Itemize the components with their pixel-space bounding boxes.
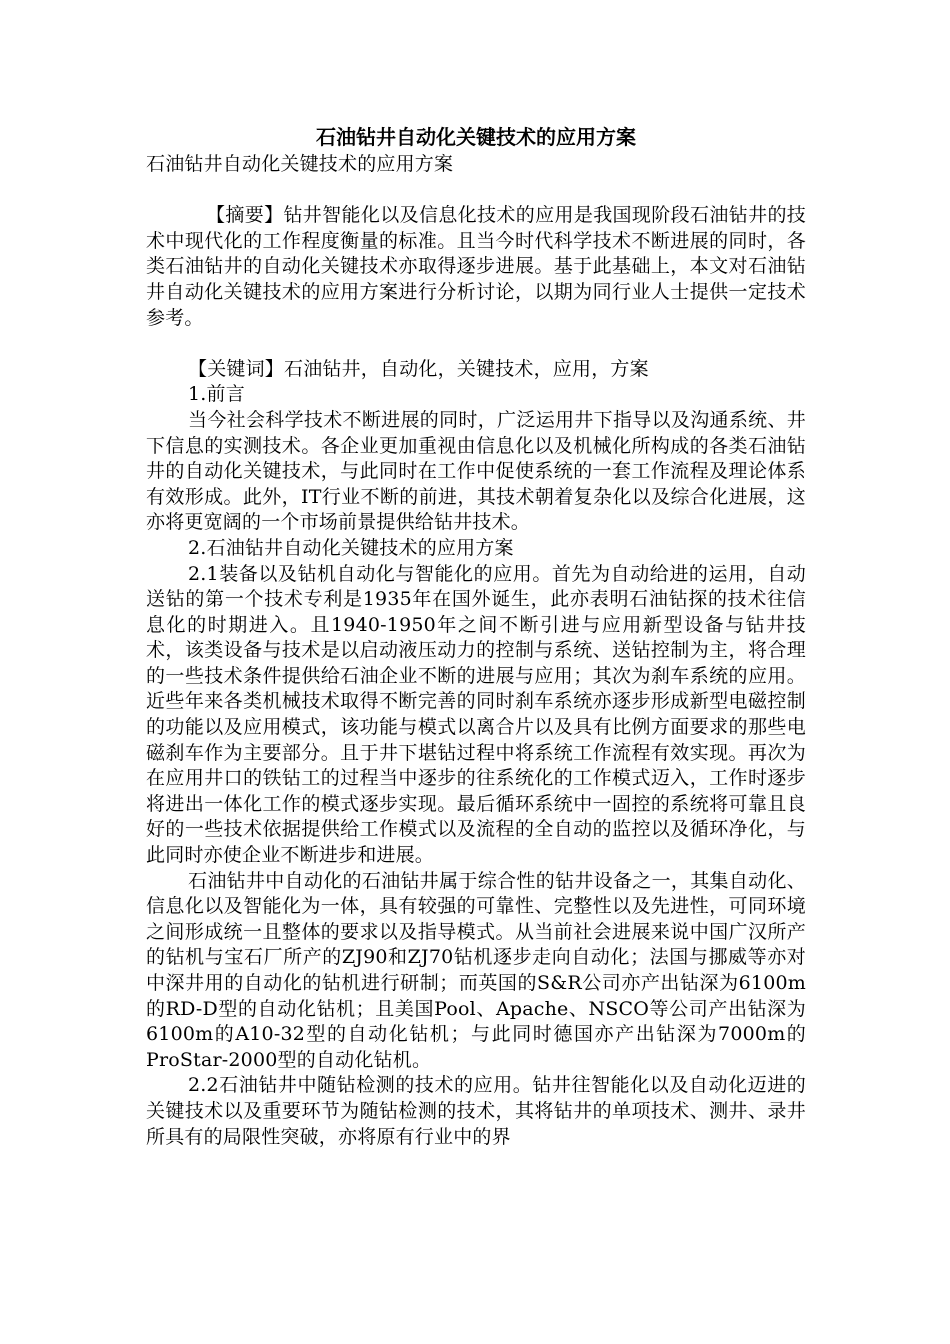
document-body [146,122,806,1150]
introduction-paragraph: 当今社会科学技术不断进展的同时，广泛运用井下指导以及沟通系统、井下信息的实测技术。各企业更加重视由信息化以及机械化所构成的各类石油钻井的自动化关键技术，与此同时在工作中促使系统的一套工作流程及理论体系有效形成。此外，IT行业不断的前进，其技术朝着复杂化以及综合化进展，这亦将更宽阔的一个市场前景提供给钻井技术。 [146,408,806,534]
spacer [146,331,806,357]
spacer [146,178,806,204]
keywords-paragraph: 【关键词】石油钻井，自动化，关键技术，应用，方案 [188,357,649,380]
section-2-2-paragraph: 2.2石油钻井中随钻检测的技术的应用。钻井往智能化以及自动化迈进的关键技术以及重要环节为随钻检测的技术，其将钻井的单项技术、测井、录井所具有的局限性突破，亦将原有行业中的界 [146,1074,806,1148]
abstract-paragraph: 【摘要】钻井智能化以及信息化技术的应用是我国现阶段石油钻井的技术中现代化的工作程度衡量的标准。且当今时代科学技术不断进展的同时，各类石油钻井的自动化关键技术亦取得逐步进展。基于此基础上，本文对石油钻井自动化关键技术的应用方案进行分析讨论，以期为同行业人士提供一定技术参考。 [146,204,806,329]
section-heading-applications: 2.石油钻井自动化关键技术的应用方案 [188,536,514,559]
document-title: 石油钻井自动化关键技术的应用方案 [316,125,636,149]
section-2-1-continued-paragraph: 石油钻井中自动化的石油钻井属于综合性的钻井设备之一，其集自动化、信息化以及智能化为一体，具有较强的可靠性、完整性以及先进性，可同环境之间形成统一且整体的要求以及指导模式。从当前社会进展来说中国广汉所产的钻机与宝石厂所产的ZJ90和ZJ70钻机逐步走向自动化；法国与挪威等亦对中深井用的自动化的钻机进行研制；而英国的S&R公司亦产出钻深为6100m的RD-D型的自动化钻机；且美国Pool、Apache、NSCO等公司产出钻深为6100m的A10-32型的自动化钻机；与此同时德国亦产出钻深为7000m的ProStar-2000型的自动化钻机。 [146,869,806,1071]
section-2-1-paragraph: 2.1装备以及钻机自动化与智能化的应用。首先为自动给进的运用，自动送钻的第一个技术专利是1935年在国外诞生，此亦表明石油钻探的技术往信息化的时期进入。且1940-1950年之间不断引进与应用新型设备与钻井技术，该类设备与技术是以启动液压动力的控制与系统、送钻控制为主，将合理的一些技术条件提供给石油企业不断的进展与应用；其次为刹车系统的应用。近些年来各类机械技术取得不断完善的同时刹车系统亦逐步形成新型电磁控制的功能以及应用模式，该功能与模式以离合片以及具有比例方面要求的那些电磁刹车作为主要部分。且于井下堪钻过程中将系统工作流程有效实现。再次为在应用井口的铁钻工的过程当中逐步的往系统化的工作模式迈入，工作时逐步将进出一体化工作的模式逐步实现。最后循环系统中一固控的系统将可靠且良好的一些技术依据提供给工作模式以及流程的全自动的监控以及循环净化，与此同时亦使企业不断进步和进展。 [146,562,806,867]
document-subtitle: 石油钻井自动化关键技术的应用方案 [146,153,454,175]
section-heading-introduction: 1.前言 [188,383,245,406]
